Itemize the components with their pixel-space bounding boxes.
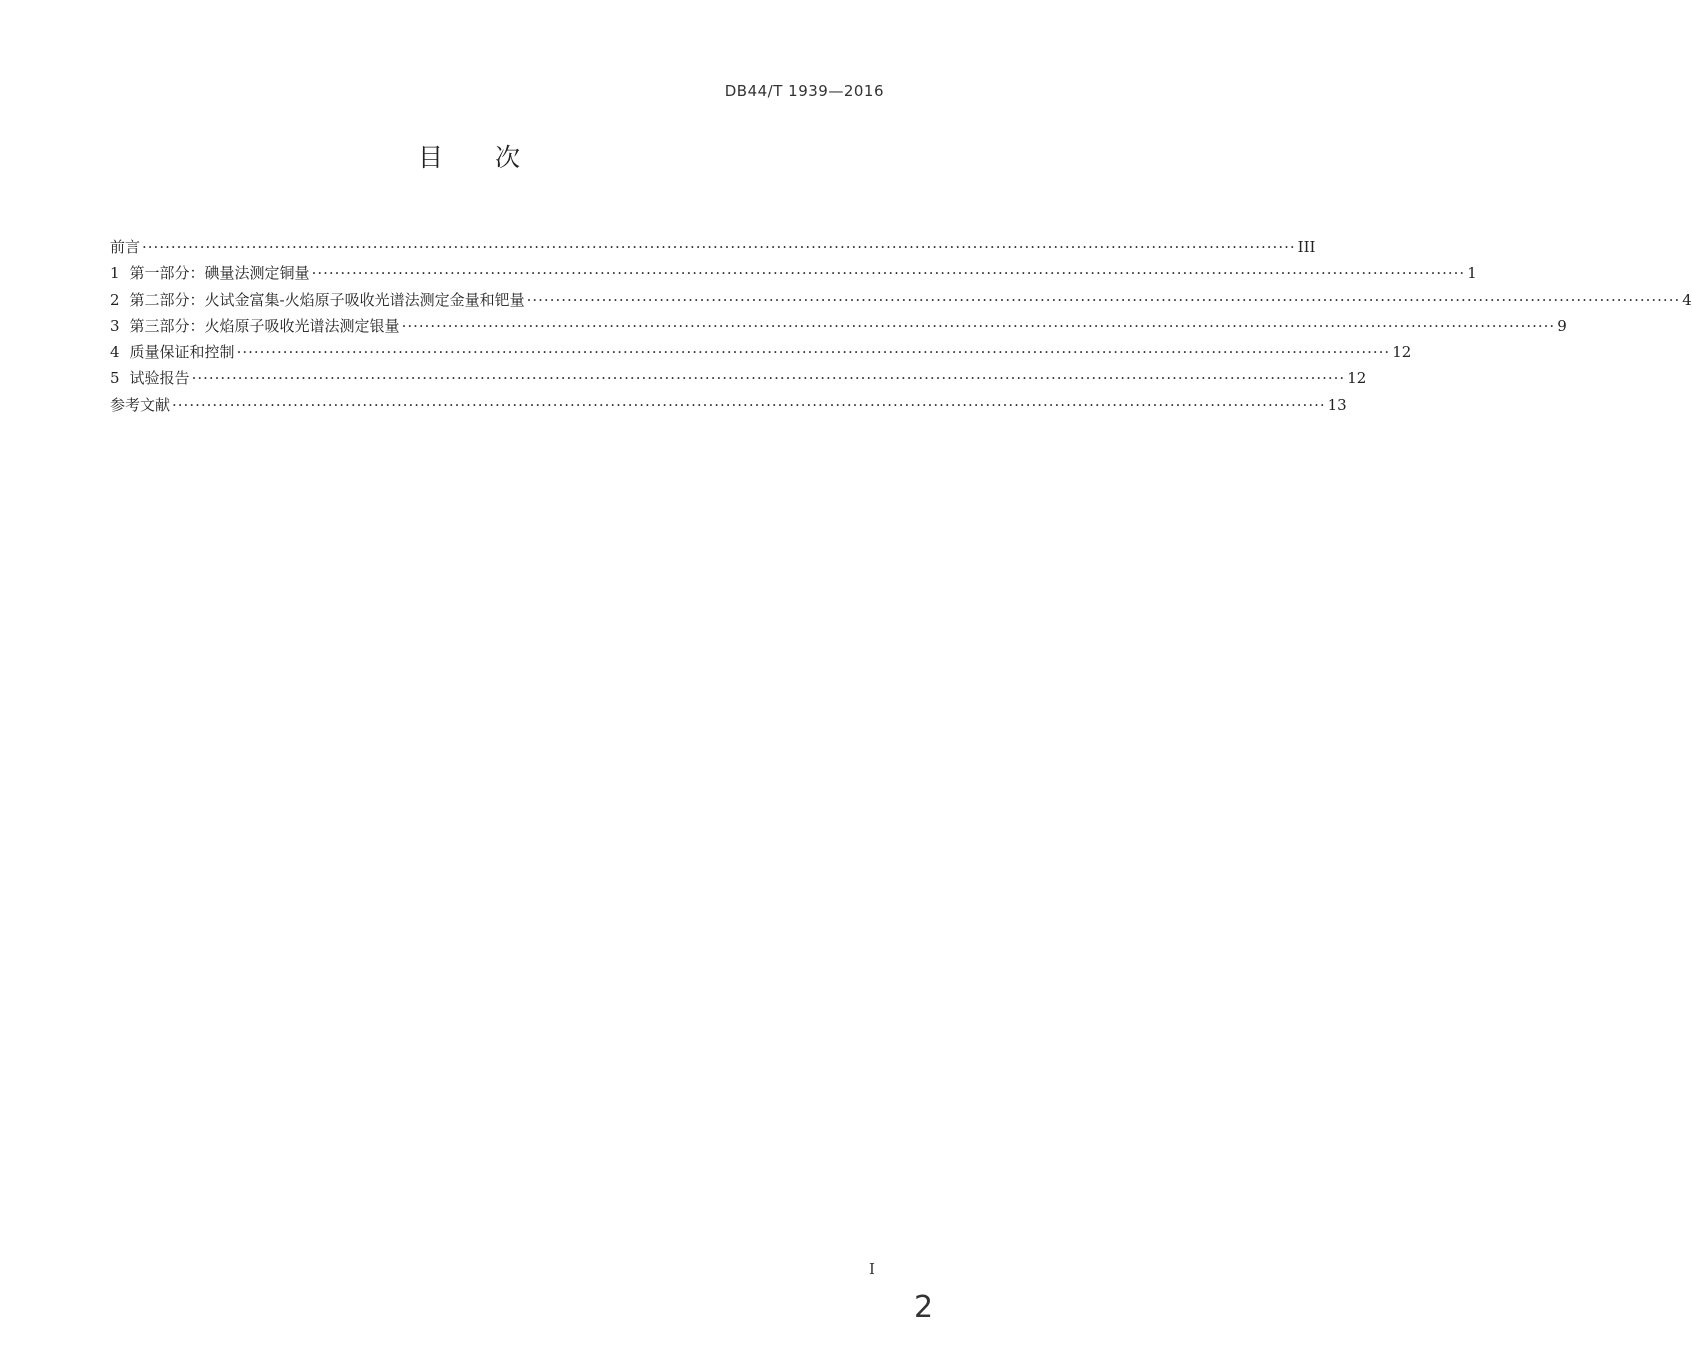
dot-leader: ········································································································································································································: [236, 343, 1391, 362]
toc-title: 目次: [417, 143, 572, 172]
dot-leader: ········································································································································································································: [526, 290, 1681, 309]
toc-entry-page: 13: [1327, 395, 1347, 414]
toc-entry-test-report[interactable]: [110, 365, 1367, 391]
toc-entry-number: 2: [110, 290, 120, 309]
toc-entry-quality-control[interactable]: [110, 339, 1412, 365]
toc-entry-page: III: [1297, 238, 1316, 256]
dot-leader: ········································································································································································································: [142, 238, 1296, 256]
dot-leader: ········································································································································································································: [172, 395, 1326, 414]
standard-code: DB44/T 1939—2016: [724, 82, 884, 100]
toc-entry-references[interactable]: [110, 392, 1347, 418]
toc-entry-label: 参考文献: [110, 395, 171, 414]
toc-entry-label: 第二部分：火试金富集-火焰原子吸收光谱法测定金量和钯量: [129, 290, 525, 309]
toc-entry-page: 1: [1467, 264, 1477, 283]
dot-leader: ········································································································································································································: [311, 264, 1466, 283]
page-number-mark: I: [869, 1260, 875, 1278]
toc-entry-part3[interactable]: [110, 313, 1567, 339]
dot-leader: ········································································································································································································: [401, 316, 1556, 335]
toc-entry-part1[interactable]: [110, 260, 1477, 286]
toc-entry-number: 4: [110, 343, 120, 362]
toc-entry-number: 3: [110, 316, 120, 335]
toc-list: [110, 234, 1692, 418]
toc-entry-page: 4: [1682, 290, 1692, 309]
toc-entry-part2[interactable]: [110, 287, 1692, 313]
toc-entry-page: 9: [1557, 316, 1567, 335]
toc-entry-foreword[interactable]: [110, 234, 1316, 260]
dot-leader: ········································································································································································································: [191, 369, 1346, 388]
toc-entry-label: 试验报告: [129, 369, 190, 388]
scan-page-number: 2: [914, 1290, 934, 1325]
toc-entry-number: 5: [110, 369, 120, 388]
toc-entry-label: 第三部分：火焰原子吸收光谱法测定银量: [129, 316, 400, 335]
toc-entry-page: 12: [1347, 369, 1367, 388]
toc-entry-label: 第一部分：碘量法测定铜量: [129, 264, 310, 283]
toc-entry-label: 质量保证和控制: [129, 343, 235, 362]
toc-entry-number: 1: [110, 264, 120, 283]
toc-entry-page: 12: [1392, 343, 1412, 362]
toc-entry-label: 前言: [110, 238, 141, 256]
